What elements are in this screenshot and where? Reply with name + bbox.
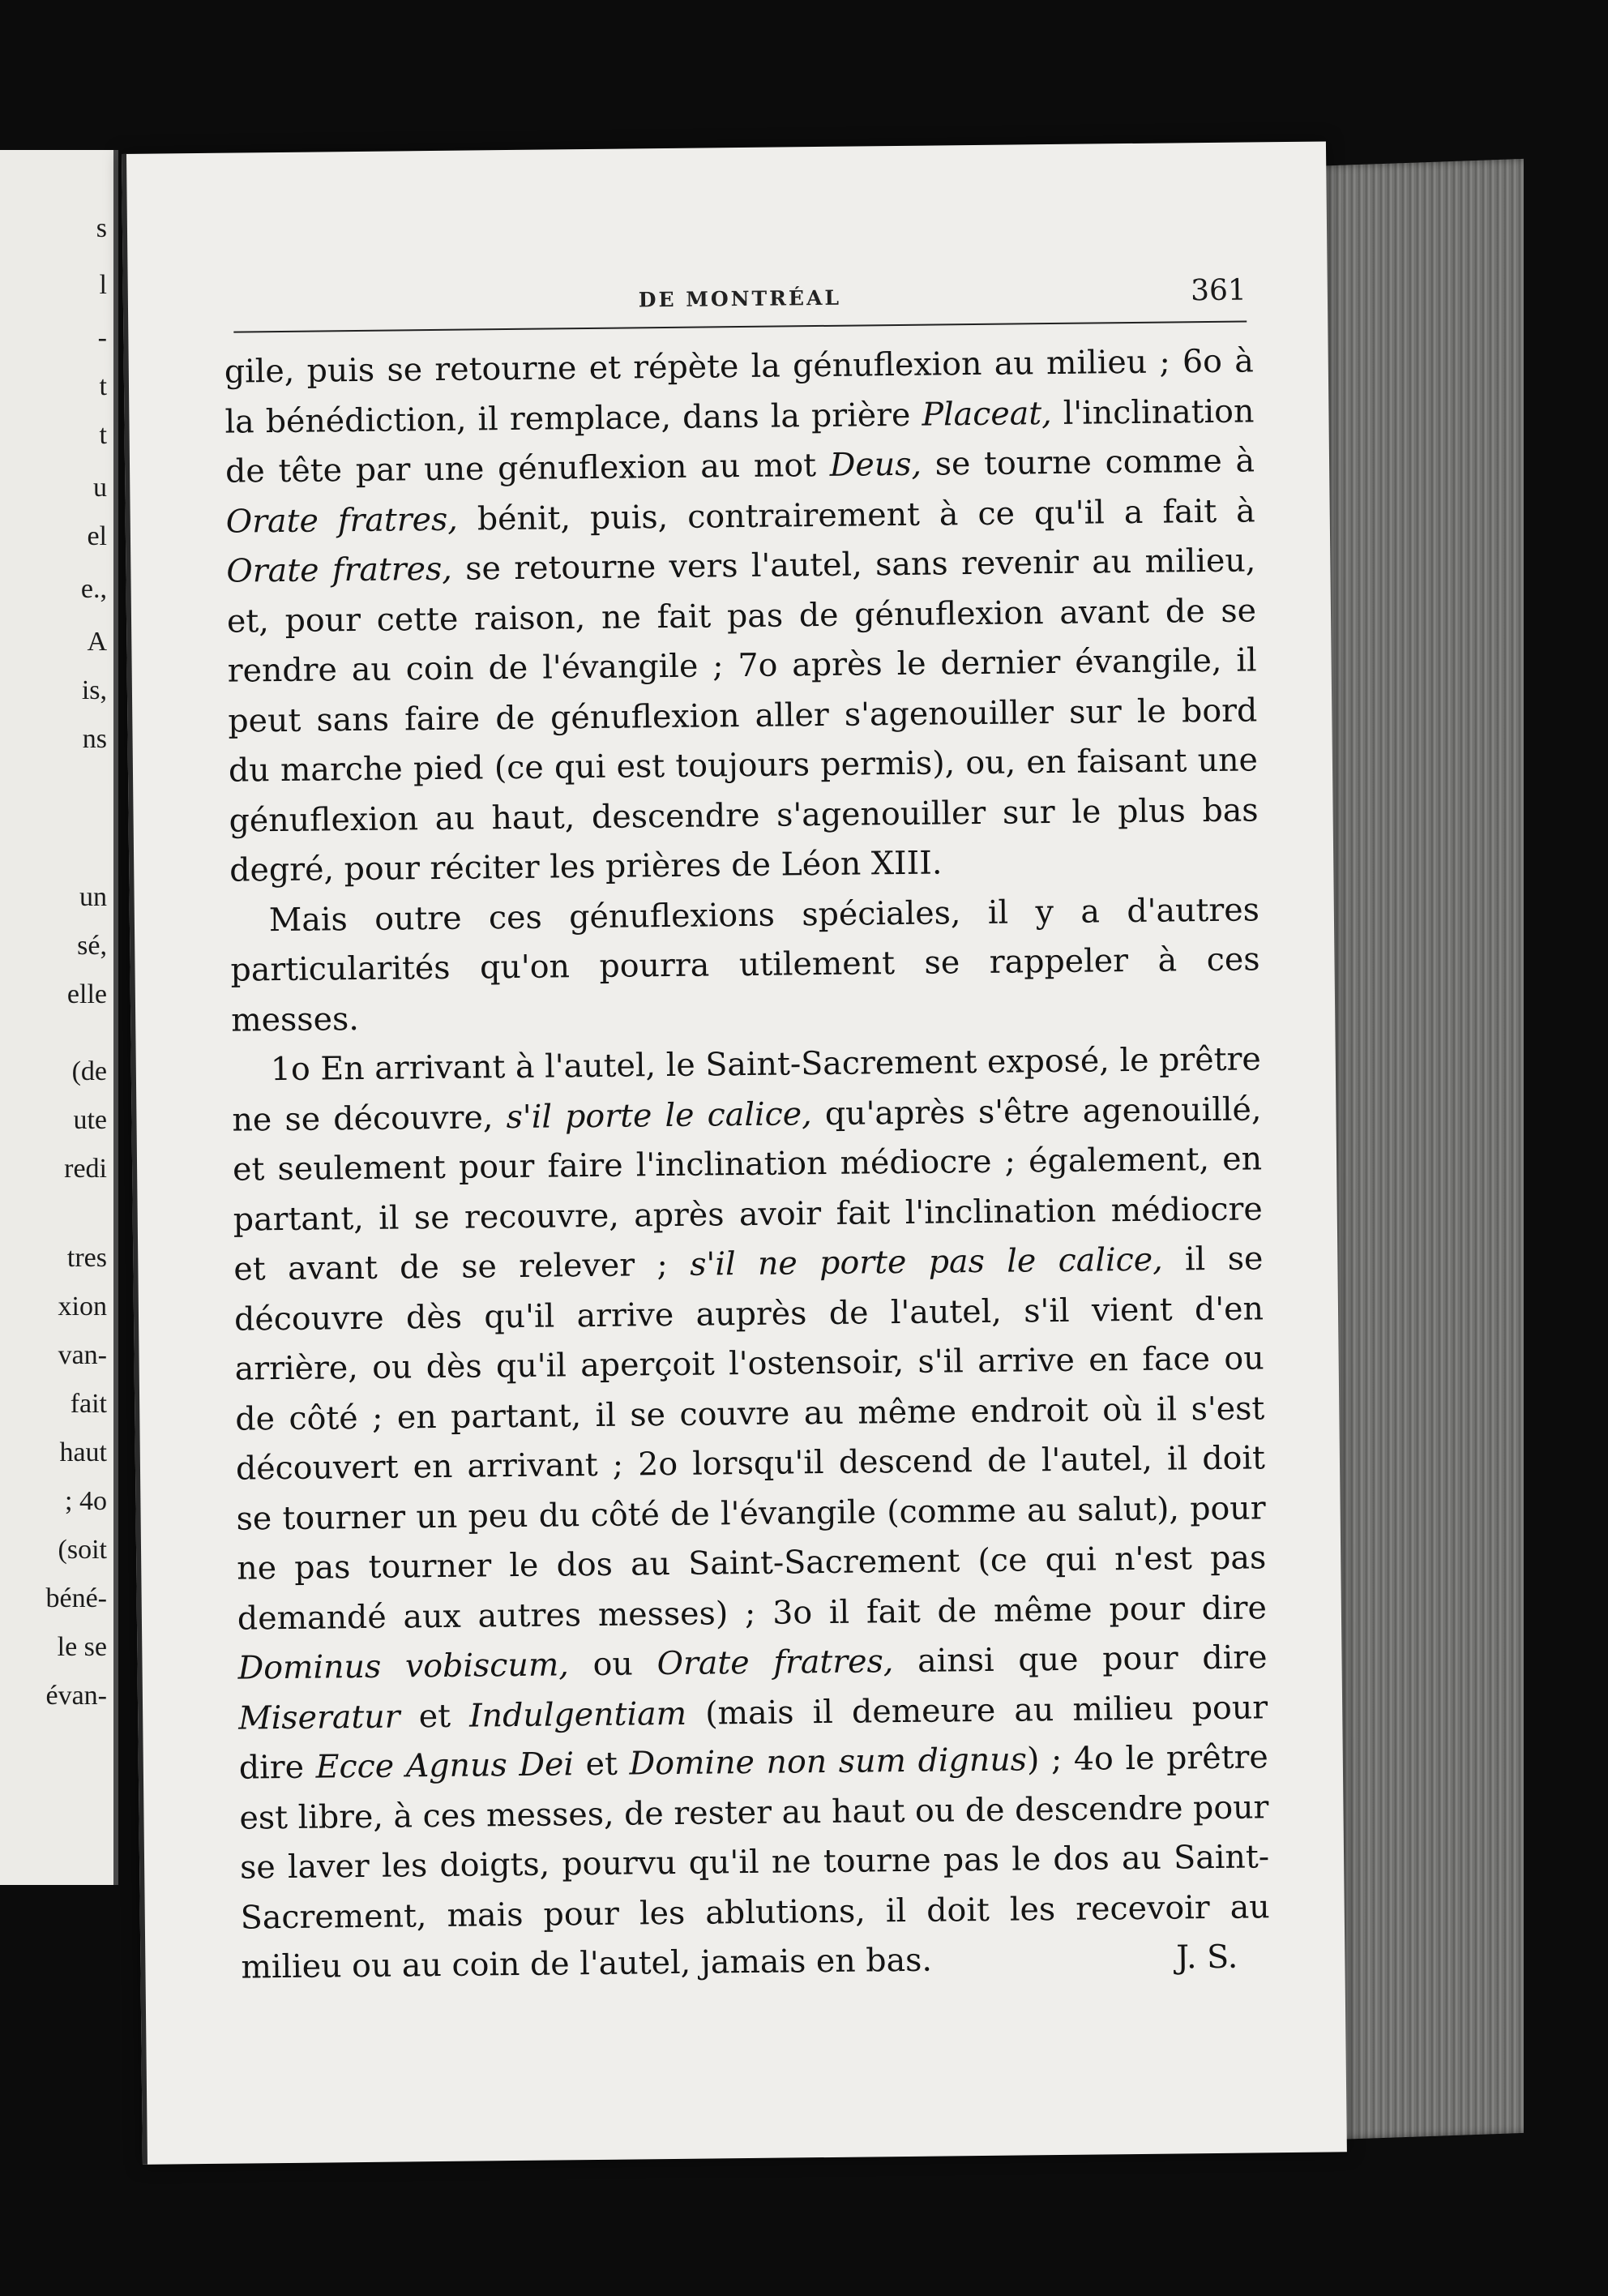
left-page-fragment: u	[93, 473, 107, 503]
text-run: se tourne comme à	[921, 442, 1255, 483]
italic-text: Placeat,	[922, 394, 1052, 434]
italic-text: Miseratur	[237, 1698, 400, 1737]
left-page-fragment: -	[97, 323, 107, 353]
text-run: (mais il demeure au milieu pour dire	[238, 1688, 1268, 1787]
left-page-fragment: un	[79, 882, 107, 912]
left-page-fragment: ns	[82, 724, 107, 754]
left-page-fragment: e.,	[80, 574, 107, 604]
left-page-fragment: t	[99, 420, 107, 450]
left-page-fragment: (de	[71, 1056, 107, 1086]
page-body	[225, 336, 1271, 1993]
italic-text: s'il ne porte pas le calice,	[689, 1240, 1163, 1283]
text-run: ainsi que pour dire	[893, 1638, 1268, 1681]
left-page-fragment: t	[99, 371, 107, 401]
text-run: se retourne vers l'autel, sans revenir au milieu, et, pour cette raison, ne fait pas de génuflexion avant de se rendre au coin de l'évangile ; 7o après le dernier évangile, il peut sans faire de génuflexion aller s'agenouiller sur le bord du marche pied (ce qui est toujours permis), ou, en faisant une génuflexion au haut, descendre s'agenouiller sur le plus bas degré, pour réciter les prières de Léon XIII.	[226, 542, 1259, 889]
left-page-fragment: redi	[64, 1154, 107, 1184]
text-run: il se découvre dès qu'il arrive auprès de l'autel, s'il vient d'en arrière, ou dès qu'il aperçoit l'ostensoir, s'il arrive en face ou de côté ; en partant, il se couvre au même endroit où il s'est découvert en arrivant ; 2o lorsqu'il descend de l'autel, il doit se tourner un peu du côté de l'évangile (comme au salut), pour ne pas tourner le dos au Saint-Sacrement (ce qui n'est pas demandé aux autres messes) ; 3o il fait de même pour dire	[233, 1240, 1268, 1638]
left-page-fragment: ; 4o	[65, 1486, 107, 1516]
italic-text: Deus,	[829, 445, 922, 484]
signature: J. S.	[1176, 1938, 1238, 1977]
text-run: bénit, puis, contrairement à ce qu'il a fait à	[457, 491, 1255, 538]
text-run: et	[573, 1745, 630, 1784]
text-run: qu'après s'être agenouillé, et seulement pour faire l'inclination médiocre ; également, en partant, il se recouvre, après avoir fait l'inclination médiocre et avant de se relever ;	[232, 1090, 1263, 1288]
left-page-fragment: sé,	[77, 931, 107, 961]
italic-text: Orate fratres,	[656, 1643, 894, 1683]
italic-text: s'il porte le calice,	[506, 1094, 812, 1136]
left-page-fragment: van-	[58, 1340, 107, 1370]
left-page-fragment: A	[87, 627, 107, 657]
left-page-fragment: tres	[66, 1243, 107, 1273]
paragraph	[232, 1034, 1271, 1993]
left-page-fragment: xion	[58, 1292, 107, 1321]
left-page-edge	[0, 150, 118, 1885]
running-title: DE MONTRÉAL	[638, 285, 842, 312]
left-page-fragment: (soit	[58, 1535, 107, 1565]
left-page-fragment: évan-	[45, 1681, 107, 1711]
left-page-fragment: le se	[57, 1632, 107, 1662]
book-edge	[1313, 159, 1524, 2140]
paragraph	[225, 336, 1259, 896]
left-page-fragment: l	[99, 270, 107, 300]
page-number: 361	[1190, 273, 1247, 308]
italic-text: Dominus vobiscum,	[237, 1646, 570, 1687]
text-run: et	[400, 1697, 470, 1736]
text-run: l'inclination de tête par une génuflexion au mot	[225, 392, 1255, 490]
left-page-fragment: ute	[73, 1105, 107, 1135]
italic-text: Indulgentiam	[468, 1694, 687, 1735]
text-run: Mais outre ces génuflexions spéciales, il y a d'autres particularités qu'on pourra utilement se rappeler à ces messes.	[230, 890, 1260, 1039]
text-run: 1o En arrivant à l'autel, le Saint-Sacrement exposé, le prêtre ne se découvre,	[232, 1040, 1262, 1139]
paragraph	[230, 885, 1261, 1046]
text-run: gile, puis se retourne et répète la génuflexion au milieu ; 6o à la bénédiction, il remplace, dans la prière	[224, 342, 1254, 441]
text-run: ) ; 4o le prêtre est libre, à ces messes, de rester au haut ou de descendre pour se laver les doigts, pourvu qu'il ne tourne pas le dos au Saint-Sacrement, mais pour les ablutions, il doit les recevoir au milieu ou au coin de l'autel, jamais en bas.	[239, 1738, 1270, 1986]
left-page-fragment: elle	[66, 979, 107, 1009]
left-page-fragment: béné-	[45, 1583, 107, 1613]
italic-text: Ecce Agnus Dei	[315, 1746, 575, 1786]
left-page-fragment: el	[87, 521, 107, 551]
left-page-fragment: haut	[59, 1437, 107, 1467]
left-page-fragment: s	[96, 213, 107, 243]
italic-text: Orate fratres,	[225, 500, 459, 541]
book-page	[122, 141, 1347, 2164]
text-run: ou	[568, 1645, 657, 1684]
left-page-fragment: is,	[81, 675, 107, 705]
italic-text: Domine non sum dignus	[629, 1741, 1028, 1783]
italic-text: Orate fratres,	[226, 550, 453, 590]
running-head	[233, 272, 1247, 332]
left-page-fragment: fait	[70, 1389, 107, 1419]
